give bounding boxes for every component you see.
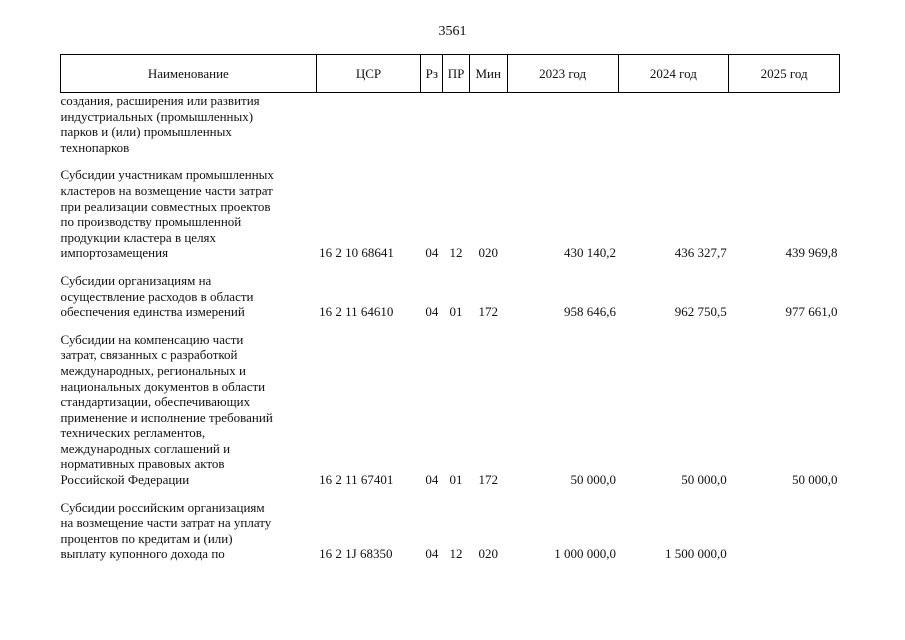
row-spacer (61, 488, 840, 500)
row-csr-cell: 16 2 11 67401 (319, 472, 394, 488)
row-min-cell: 020 (478, 245, 498, 261)
row-name-line: Субсидии участникам промышленных (60, 167, 274, 183)
header-pr: ПР (443, 55, 469, 93)
row-2024-cell: 1 500 000,0 (664, 546, 727, 562)
row-2025-cell: 439 969,8 (785, 245, 838, 261)
row-name-line: парков и (или) промышленных (60, 124, 232, 140)
row-name-line: индустриальных (промышленных) (60, 108, 254, 124)
row-rz-cell: 04 (425, 304, 439, 320)
header-2024: 2024 год (618, 55, 729, 93)
row-name-line: нормативных правовых актов (60, 456, 225, 472)
row-name-cell (61, 93, 317, 156)
row-name-line: международных, региональных и (60, 362, 246, 378)
row-spacer-cell (61, 261, 840, 273)
row-2023-cell (507, 93, 618, 156)
table-row (61, 93, 840, 156)
table-row (61, 167, 840, 261)
row-2024-cell: 962 750,5 (674, 304, 727, 320)
row-pr-cell: 12 (449, 546, 463, 562)
row-name-line: на возмещение части затрат на уплату (60, 515, 272, 531)
table-row (61, 273, 840, 320)
row-min-cell: 172 (478, 472, 498, 488)
row-csr-cell: 16 2 11 64610 (319, 304, 394, 320)
row-spacer-cell (61, 320, 840, 332)
row-spacer (61, 320, 840, 332)
row-name-line: Субсидии организациям на (60, 272, 212, 288)
row-name-line: международных соглашений и (60, 440, 231, 456)
row-name-line: технических регламентов, (60, 425, 206, 441)
row-name-cell (61, 273, 317, 320)
row-name-line: стандартизации, обеспечивающих (60, 394, 251, 410)
header-csr: ЦСР (316, 55, 421, 93)
row-pr-cell: 12 (449, 245, 463, 261)
row-2023-cell: 430 140,2 (564, 245, 617, 261)
row-spacer (61, 155, 840, 167)
row-2023-cell: 1 000 000,0 (554, 546, 617, 562)
table-header-row (61, 55, 840, 93)
row-spacer-cell (61, 488, 840, 500)
row-csr-cell (316, 93, 421, 156)
row-name-line: кластеров на возмещение части затрат (60, 182, 273, 198)
row-csr-cell: 16 2 10 68641 (319, 245, 394, 261)
table-row (61, 332, 840, 488)
row-min-cell: 020 (478, 546, 498, 562)
row-min-cell: 172 (478, 304, 498, 320)
row-name-line: обеспечения единства измерений (60, 304, 245, 320)
header-2025: 2025 год (729, 55, 840, 93)
row-name-cell (61, 332, 317, 488)
row-name-line: Российской Федерации (60, 472, 190, 488)
row-rz-cell: 04 (425, 546, 439, 562)
row-2024-cell: 50 000,0 (681, 472, 727, 488)
budget-table (60, 54, 840, 562)
row-name-line: национальных документов в области (60, 378, 266, 394)
row-spacer (61, 261, 840, 273)
row-2025-cell: 50 000,0 (792, 472, 838, 488)
row-pr-cell: 01 (449, 304, 463, 320)
header-name: Наименование (61, 55, 317, 93)
row-name-line: затрат, связанных с разработкой (60, 347, 238, 363)
row-name-line: применение и исполнение требований (60, 409, 273, 425)
row-rz-cell: 04 (425, 245, 439, 261)
row-min-cell (469, 93, 507, 156)
table-row (61, 500, 840, 562)
row-name-line: выплату купонного дохода по (60, 546, 225, 562)
row-name-cell (61, 500, 317, 562)
row-spacer-cell (61, 155, 840, 167)
row-csr-cell: 16 2 1J 68350 (319, 546, 393, 562)
row-name-line: технопарков (60, 139, 130, 155)
row-name-cell (61, 167, 317, 261)
header-min: Мин (469, 55, 507, 93)
row-name-line: осуществление расходов в области (60, 288, 254, 304)
row-rz-cell (421, 93, 443, 156)
row-2024-cell (618, 93, 729, 156)
row-pr-cell: 01 (449, 472, 463, 488)
row-name-line: Субсидии российским организациям (60, 499, 265, 515)
row-2023-cell: 958 646,6 (564, 304, 617, 320)
row-2025-cell: 977 661,0 (785, 304, 838, 320)
row-2023-cell: 50 000,0 (570, 472, 617, 488)
table-body (61, 93, 840, 563)
row-pr-cell (443, 93, 469, 156)
row-name-line: по производству промышленной (60, 214, 242, 230)
row-name-line: создания, расширения или развития (60, 93, 260, 108)
row-name-line: продукции кластера в целях (60, 229, 217, 245)
page-number: 3561 (438, 24, 467, 39)
row-name-line: Субсидии на компенсацию части (60, 331, 244, 347)
row-2024-cell: 436 327,7 (674, 245, 727, 261)
row-rz-cell: 04 (425, 472, 439, 488)
row-name-line: импортозамещения (60, 245, 169, 261)
header-rz: Рз (421, 55, 443, 93)
header-2023: 2023 год (507, 55, 618, 93)
row-name-line: процентов по кредитам и (или) (60, 530, 233, 546)
row-2025-cell (729, 500, 840, 562)
row-name-line: при реализации совместных проектов (60, 198, 271, 214)
row-2025-cell (729, 93, 840, 156)
